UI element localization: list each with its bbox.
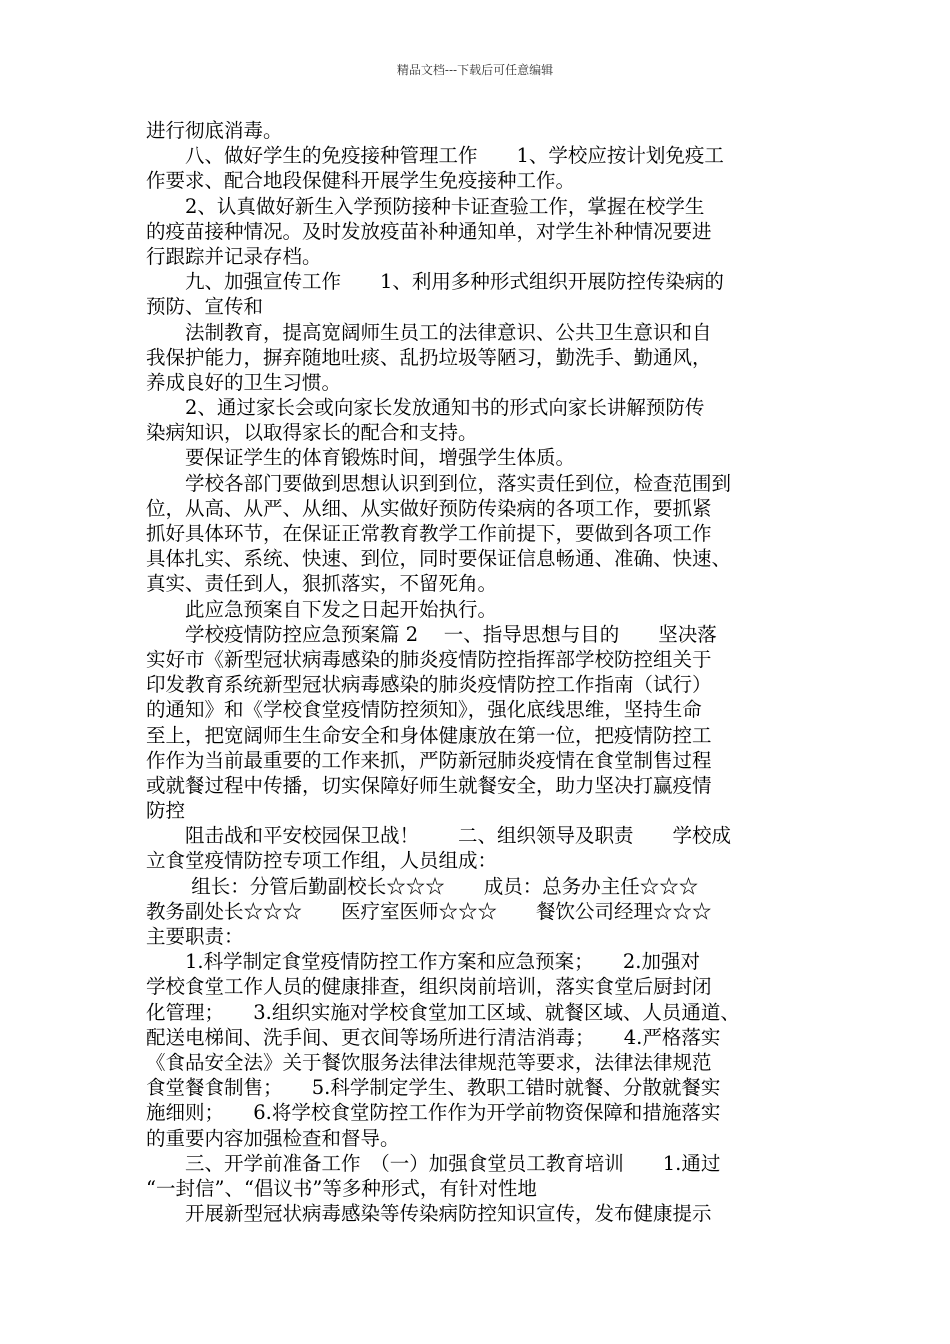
text-line: 作作为当前最重要的工作来抓，严防新冠肺炎疫情在食堂制售过程: [146, 748, 712, 772]
text-line: 我保护能力，摒弃随地吐痰、乱扔垃圾等陋习，勤洗手、勤通风，: [146, 345, 712, 369]
text-line: 要保证学生的体育锻炼时间，增强学生体质。: [146, 446, 576, 470]
text-line: 三、开学前准备工作 （一）加强食堂员工教育培训 1.通过: [146, 1151, 721, 1175]
text-line: 法制教育，提高宽阔师生员工的法律意识、公共卫生意识和自: [146, 320, 712, 344]
text-line: 进行彻底消毒。: [146, 119, 283, 142]
text-line: 学校疫情防控应急预案篇 2 一、指导思想与目的 坚决落: [146, 622, 717, 646]
text-line: 立食堂疫情防控专项工作组，人员组成：: [146, 849, 498, 873]
text-line: 预防、宣传和: [146, 295, 264, 319]
text-line: 1.科学制定食堂疫情防控工作方案和应急预案； 2.加强对: [146, 950, 700, 974]
text-line: 抓好具体环节，在保证正常教育教学工作前提下，要做到各项工作: [146, 522, 712, 545]
text-line: 八、做好学生的免疫接种管理工作 1、学校应按计划免疫工: [146, 144, 724, 168]
text-line: 至上，把宽阔师生生命安全和身体健康放在第一位，把疫情防控工: [146, 723, 712, 747]
text-line: 学校各部门要做到思想认识到到位，落实责任到位，检查范围到: [146, 471, 732, 495]
text-line: 印发教育系统新型冠状病毒感染的肺炎疫情防控工作指南（试行）: [146, 673, 712, 697]
text-line: 具体扎实、系统、快速、到位，同时要保证信息畅通、准确、快速、: [146, 547, 732, 571]
text-line: 此应急预案自下发之日起开始执行。: [146, 597, 498, 621]
text-line: 2、认真做好新生入学预防接种卡证查验工作，掌握在校学生: [146, 194, 705, 218]
text-line: 化管理； 3.组织实施对学校食堂加工区域、就餐区域、人员通道、: [146, 1000, 740, 1024]
text-line: “一封信”、“倡议书”等多种形式，有针对性地: [146, 1176, 537, 1200]
text-line: 或就餐过程中传播，切实保障好师生就餐安全，助力坚决打赢疫情: [146, 773, 712, 797]
text-line: 的疫苗接种情况。及时发放疫苗补种通知单，对学生补种情况要进: [146, 219, 712, 243]
text-line: 阻击战和平安校园保卫战！ 二、组织领导及职责 学校成: [146, 824, 732, 848]
text-line: 染病知识，以取得家长的配合和支持。: [146, 421, 478, 445]
text-line: 配送电梯间、洗手间、更衣间等场所进行清洁消毒； 4.严格落实: [146, 1025, 721, 1049]
text-line: 位，从高、从严、从细、从实做好预防传染病的各项工作，要抓紧: [146, 496, 712, 520]
text-line: 2、通过家长会或向家长发放通知书的形式向家长讲解预防传: [146, 396, 705, 420]
text-line: 开展新型冠状病毒感染等传染病防控知识宣传，发布健康提示: [146, 1202, 712, 1226]
text-line: 《食品安全法》关于餐饮服务法律法律规范等要求，法律法律规范: [146, 1050, 712, 1074]
text-line: 行跟踪并记录存档。: [146, 244, 322, 268]
text-line: 九、加强宣传工作 1、利用多种形式组织开展防控传染病的: [146, 270, 724, 294]
text-line: 学校食堂工作人员的健康排查，组织岗前培训，落实食堂后厨封闭: [146, 975, 712, 999]
document-body: [146, 118, 810, 1226]
page-header: 精品文档---下载后可任意编辑: [396, 63, 554, 77]
text-line: 实好市《新型冠状病毒感染的肺炎疫情防控指挥部学校防控组关于: [146, 647, 712, 671]
text-line: 养成良好的卫生习惯。: [146, 370, 342, 394]
text-line: 真实、责任到人，狠抓落实，不留死角。: [146, 572, 498, 596]
text-line: 的通知》和《学校食堂疫情防控须知》，强化底线思维，坚持生命: [146, 698, 702, 722]
text-line: 施细则； 6.将学校食堂防控工作作为开学前物资保障和措施落实: [146, 1101, 721, 1125]
text-line: 防控: [146, 799, 186, 823]
text-line: 组长：分管后勤副校长☆☆☆ 成员：总务办主任☆☆☆: [146, 874, 699, 898]
text-line: 作要求、配合地段保健科开展学生免疫接种工作。: [146, 169, 576, 193]
text-line: 教务副处长☆☆☆ 医疗室医师☆☆☆ 餐饮公司经理☆☆☆: [146, 899, 712, 923]
text-line: 主要职责：: [146, 925, 244, 948]
text-line: 食堂餐食制售； 5.科学制定学生、教职工错时就餐、分散就餐实: [146, 1076, 721, 1100]
text-line: 的重要内容加强检查和督导。: [146, 1126, 400, 1150]
